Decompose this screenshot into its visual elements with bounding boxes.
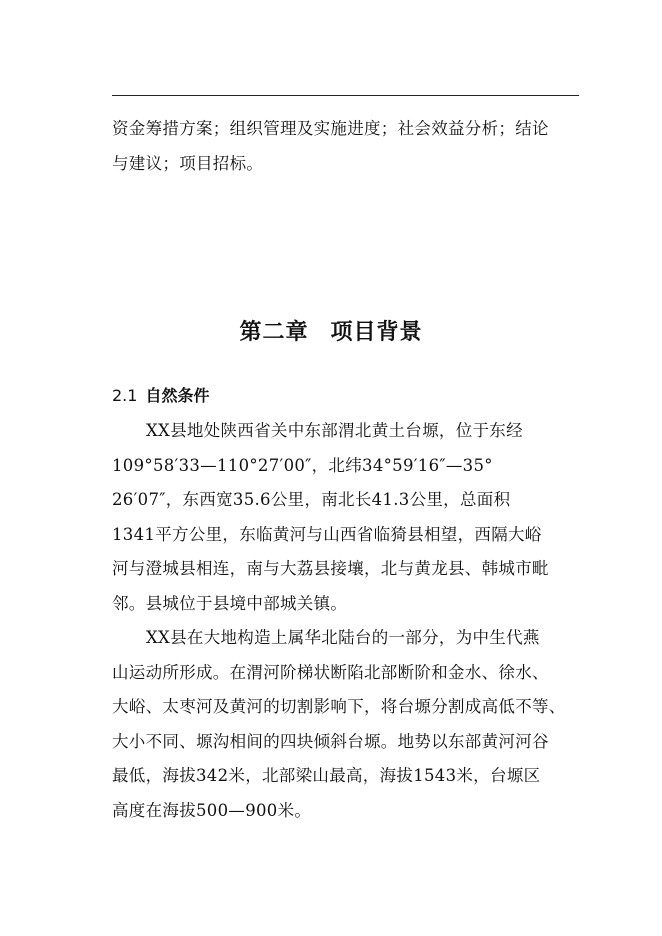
paragraph-line: 1341平方公里，东临黄河与山西省临猗县相望，西隔大峪 (112, 524, 542, 544)
body-paragraph-2 (112, 621, 582, 828)
paragraph-line: 大峪、太枣河及黄河的切割影响下，将台塬分割成高低不等、 (112, 697, 566, 716)
paragraph-line: 最低，海拔342米，北部梁山最高，海拔1543米，台塬区 (112, 766, 541, 785)
paragraph-line: 109°58′33—110°27′00″，北纬34°59′16″—35° (112, 455, 493, 475)
chapter-name: 项目背景 (330, 320, 423, 345)
paragraph-line: XX县地处陕西省关中东部渭北黄土台塬，位于东经 (146, 421, 523, 440)
chapter-title (0, 315, 662, 346)
section-number: 2.1 (112, 386, 138, 405)
header-rule (112, 95, 579, 96)
paragraph-line: 高度在海拔500—900米。 (112, 800, 312, 820)
intro-line: 与建议；项目招标。 (112, 153, 264, 173)
paragraph-line: XX县在大地构造上属华北陆台的一部分，为中生代燕 (146, 628, 540, 647)
paragraph-line: 山运动所形成。在渭河阶梯状断陷北部断阶和金水、徐水、 (112, 662, 549, 682)
paragraph-line: 大小不同、塬沟相间的四块倾斜台塬。地势以东部黄河河谷 (112, 731, 549, 751)
section-title: 自然条件 (145, 386, 210, 405)
intro-line: 资金筹措方案；组织管理及实施进度；社会效益分析；结论 (112, 119, 549, 138)
intro-paragraph (112, 112, 582, 181)
paragraph-line: 邻。县城位于县境中部城关镇。 (112, 593, 348, 613)
paragraph-line: 河与澄城县相连，南与大荔县接壤，北与黄龙县、韩城市毗 (112, 559, 549, 578)
body-paragraph-1 (112, 414, 582, 621)
chapter-number: 第二章 (239, 320, 309, 345)
paragraph-line: 26′07″，东西宽35.6公里，南北长41.3公里，总面积 (112, 490, 511, 509)
section-heading (112, 384, 209, 408)
